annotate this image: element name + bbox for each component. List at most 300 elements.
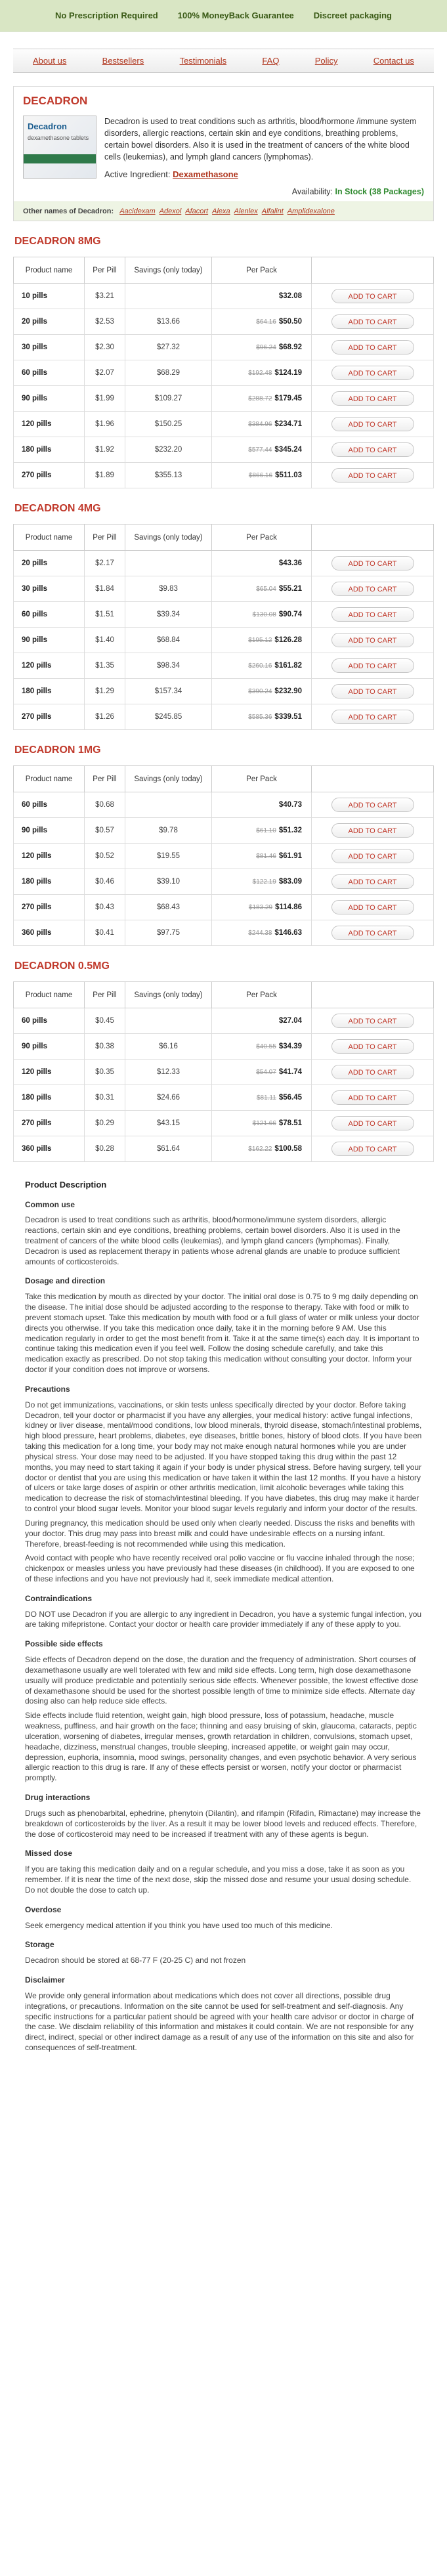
dose-title: DECADRON 4MG [14,503,101,515]
table-row [14,386,434,412]
add-to-cart-button[interactable]: ADD TO CART [331,289,414,303]
cart-cell [312,1008,434,1034]
old-price: $288.72 [248,395,272,403]
per-pill-price: $0.57 [85,818,125,844]
info-paragraph: Side effects of Decadron depend on the dose, the duration and the frequency of administration. Short courses of dexamethasone usually are well tolerated with few and mild side effects. Long term, high dose dexamethasone usually will produce predictable and potentially serious side effects. Whenever possible, the lowest effective dose of dexamethasone should be used for the shortest possible length of time to minimize side effects. Alternate day dosing also can help reduce side effects. [25,1655,419,1706]
table-row [14,628,434,653]
table-row [14,602,434,628]
old-price: $384.96 [248,421,272,429]
per-pack-cell [212,1034,312,1060]
info-paragraph: Side effects include fluid retention, weight gain, high blood pressure, loss of potassium, headache, muscle weakness, puffiness, and hair growth on the face; thinning and easy bruising of skin, glaucoma, cataracts, peptic ulceration, worsening of diabetes, irregular menses, growth retardation in children, convulsions, stomach upset, headache, dizziness, menstrual changes, trouble sleeping, increased appetite, or weight gain may occur, depression, euphoria, insomnia, mood swings, personality changes, and even psychotic behavior. A very serious allergic reaction to this drug is rare. If any of these effects persist or worsen, notify your doctor or pharmacist promptly. [25,1711,417,1783]
info-paragraph: Drugs such as phenobarbital, ephedrine, phenytoin (Dilantin), and rifampin (Rifadin, Rimactane) may increase the breakdown of corticosteroids by the liver. As a result it may be lower blood levels and reduced effects. Therefore, the dose of corticosteroid may need to be increased if treatment with any of these agents is begun. [25,1808,421,1839]
table-row [14,1060,434,1085]
add-to-cart-button[interactable]: ADD TO CART [331,874,414,889]
price-table [13,765,434,946]
pack-price: $90.74 [278,611,302,619]
info-paragraph: During pregnancy, this medication should be used only when clearly needed. Discuss the risks and benefits with your doctor. This drug may pass into breast milk and could have undesirable effects on a nursing infant. Therefore, breast-feeding is not recommended while using this medication. [25,1518,415,1549]
cart-cell [312,628,434,653]
package-name: 30 pills [14,335,85,360]
table-row [14,309,434,335]
package-name: 120 pills [14,653,85,679]
pack-price: $32.08 [278,292,302,301]
per-pack-cell [212,412,312,437]
cart-cell [312,335,434,360]
dose-section [13,960,434,1162]
package-name: 20 pills [14,551,85,576]
per-pill-price: $2.17 [85,551,125,576]
top-bar [0,0,447,32]
old-price: $866.16 [248,472,273,480]
add-to-cart-button[interactable]: ADD TO CART [331,417,414,431]
add-to-cart-button[interactable]: ADD TO CART [331,1116,414,1130]
other-name-link[interactable]: Alexa [212,207,230,216]
per-pack-cell [212,335,312,360]
package-name: 180 pills [14,437,85,463]
add-to-cart-button[interactable]: ADD TO CART [331,556,414,570]
active-ingredient [104,169,424,181]
price-table-header [14,982,434,1008]
savings-value: $68.43 [125,895,212,920]
pack-price: $78.51 [278,1119,302,1128]
pack-price: $345.24 [274,446,302,454]
savings-value: $19.55 [125,844,212,869]
cart-cell [312,920,434,946]
package-name: 360 pills [14,920,85,946]
add-to-cart-button[interactable]: ADD TO CART [331,1090,414,1105]
other-names [14,202,433,221]
savings-value: $6.16 [125,1034,212,1060]
nav-bestsellers[interactable]: Bestsellers [102,56,144,66]
pack-price: $50.50 [278,318,302,326]
old-price: $195.12 [248,637,272,645]
nav-faq[interactable]: FAQ [262,56,280,66]
info-section-title: Possible side effects [25,1639,103,1649]
pack-price: $34.39 [278,1042,302,1051]
table-row [14,704,434,730]
info-section-title: Overdose [25,1904,62,1914]
no-prescription-text: No Prescription Required [55,11,158,20]
savings-value: $355.13 [125,463,212,488]
add-to-cart-button[interactable]: ADD TO CART [331,798,414,812]
package-name: 90 pills [14,386,85,412]
old-price: $183.29 [248,904,273,912]
savings-value: $61.64 [125,1136,212,1162]
table-row [14,335,434,360]
pack-price: $339.51 [274,713,302,721]
old-price: $577.44 [248,446,272,454]
savings-value: $39.10 [125,869,212,895]
per-pack-cell [212,818,312,844]
cart-cell [312,463,434,488]
package-name: 30 pills [14,576,85,602]
savings-value: $68.84 [125,628,212,653]
package-name: 360 pills [14,1136,85,1162]
pack-price: $114.86 [275,903,302,912]
package-name: 180 pills [14,869,85,895]
per-pack-cell [212,386,312,412]
table-row [14,360,434,386]
old-price: $64.16 [256,318,276,326]
add-to-cart-button[interactable]: ADD TO CART [331,1014,414,1028]
info-section-title: Missed dose [25,1849,73,1858]
table-row [14,412,434,437]
info-paragraph: Avoid contact with people who have recently received oral polio vaccine or flu vaccine inhaled through the nose; chickenpox or measles unless you have previously had these diseases (in childhood). If you are exposed to one of these infections and you have not previously had it, seek immediate medical attention. [25,1553,415,1583]
add-to-cart-button[interactable]: ADD TO CART [331,900,414,914]
per-pill-price: $1.96 [85,412,125,437]
cart-header [312,257,434,284]
per-pack-cell [212,1008,312,1034]
old-price: $130.08 [252,611,276,619]
table-row [14,844,434,869]
table-row [14,1111,434,1136]
package-name: 60 pills [14,1008,85,1034]
savings-value [125,551,212,576]
dose-section [13,236,434,488]
per-pill-price: $0.35 [85,1060,125,1085]
savings-value: $150.25 [125,412,212,437]
pack-price: $61.91 [278,852,302,861]
table-row [14,576,434,602]
pack-price: $41.74 [278,1068,302,1077]
cart-cell [312,360,434,386]
add-to-cart-button[interactable]: ADD TO CART [331,1065,414,1079]
other-name-link[interactable]: Alfalint [261,207,284,216]
savings-header: Savings (only today) [125,525,212,551]
table-row [14,1034,434,1060]
table-row [14,437,434,463]
add-to-cart-button[interactable]: ADD TO CART [331,633,414,647]
package-name: 270 pills [14,463,85,488]
package-name: 120 pills [14,412,85,437]
other-name-link[interactable]: Aacidexam [119,207,156,216]
pack-price: $146.63 [274,929,302,937]
package-name: 10 pills [14,284,85,309]
per-pack-cell [212,551,312,576]
table-row [14,920,434,946]
package-name: 270 pills [14,704,85,730]
savings-value: $27.32 [125,335,212,360]
savings-value: $13.66 [125,309,212,335]
add-to-cart-button[interactable]: ADD TO CART [331,582,414,596]
package-name: 90 pills [14,1034,85,1060]
per-pack-cell [212,844,312,869]
discreet-text: Discreet packaging [313,11,392,20]
per-pill-header: Per Pill [85,766,125,792]
old-price: $244.38 [248,930,272,937]
info-section-title: Precautions [25,1384,70,1394]
per-pack-cell [212,1085,312,1111]
dose-sections [13,236,434,1162]
per-pill-header: Per Pill [85,982,125,1008]
cart-cell [312,704,434,730]
add-to-cart-button[interactable]: ADD TO CART [331,340,414,354]
nav-about-us[interactable]: About us [33,56,67,66]
cart-cell [312,792,434,818]
table-row [14,653,434,679]
per-pack-cell [212,1111,312,1136]
old-price: $192.48 [248,370,272,377]
package-name: 60 pills [14,602,85,628]
pack-price: $126.28 [274,636,302,645]
table-row [14,895,434,920]
product-name-header: Product name [14,525,85,551]
per-pill-price: $1.35 [85,653,125,679]
savings-value: $97.75 [125,920,212,946]
package-brand: Decadron [28,121,67,131]
per-pack-cell [212,895,312,920]
package-name: 90 pills [14,628,85,653]
package-name: 270 pills [14,895,85,920]
per-pack-cell [212,792,312,818]
add-to-cart-button[interactable]: ADD TO CART [331,314,414,329]
per-pack-cell [212,576,312,602]
per-pill-price: $1.40 [85,628,125,653]
dose-section [13,503,434,730]
per-pill-price: $1.92 [85,437,125,463]
old-price: $585.36 [248,714,272,721]
add-to-cart-button[interactable]: ADD TO CART [331,684,414,698]
savings-header: Savings (only today) [125,982,212,1008]
add-to-cart-button[interactable]: ADD TO CART [331,391,414,406]
add-to-cart-button[interactable]: ADD TO CART [331,710,414,724]
dose-title: DECADRON 1MG [14,744,101,756]
pack-price: $51.32 [278,826,302,835]
price-table [13,981,434,1162]
add-to-cart-button[interactable]: ADD TO CART [331,658,414,673]
per-pill-price: $2.53 [85,309,125,335]
product-title: DECADRON [23,95,88,107]
cart-cell [312,309,434,335]
add-to-cart-button[interactable]: ADD TO CART [331,849,414,863]
price-table [13,257,434,488]
cart-cell [312,1136,434,1162]
info-section-title: Disclaimer [25,1975,65,1985]
old-price: $81.46 [256,853,276,861]
dose-title: DECADRON 0.5MG [14,960,110,972]
pack-price: $43.36 [278,559,302,568]
per-pack-header: Per Pack [212,982,312,1008]
package-name: 90 pills [14,818,85,844]
old-price: $81.11 [256,1094,276,1102]
cart-cell [312,576,434,602]
pack-price: $124.19 [274,369,302,377]
info-paragraph: Take this medication by mouth as directed by your doctor. The initial oral dose is 0.75 to 9 mg daily depending on the disease. The initial dose should be adjusted according to the response to therapy. Take with food or milk to prevent stomach upset. Take this medication by mouth with food or a full glass of water or milk unless your doctor directs you otherwise. If you take this medication once daily, take it in the morning before 9 AM. Use this medication regularly in order to get the most benefit from it. Take it at the same time(s) each day. It is important to continue taking this medication even if you feel well. Follow the dosing schedule carefully, and take this medication exactly as prescribed. Do not stop taking this medication without consulting your doctor. Inform your doctor if your condition does not improve or worsens. [25,1292,419,1375]
per-pack-cell [212,437,312,463]
price-table-header [14,257,434,284]
savings-value: $232.20 [125,437,212,463]
savings-value: $12.33 [125,1060,212,1085]
old-price: $122.19 [252,878,276,886]
package-name: 20 pills [14,309,85,335]
add-to-cart-button[interactable]: ADD TO CART [331,607,414,622]
cart-cell [312,284,434,309]
package-name: 120 pills [14,844,85,869]
cart-cell [312,1085,434,1111]
nav-policy[interactable]: Policy [314,56,338,66]
per-pack-cell [212,1136,312,1162]
pack-price: $40.73 [278,801,302,809]
package-name: 60 pills [14,360,85,386]
other-name-link[interactable]: Adexol [159,207,182,216]
add-to-cart-button[interactable]: ADD TO CART [331,1039,414,1054]
cart-header [312,525,434,551]
per-pill-price: $0.41 [85,920,125,946]
package-dose: dexamethasone tablets [28,135,89,141]
other-name-link[interactable]: Afacort [185,207,209,216]
add-to-cart-button[interactable]: ADD TO CART [331,468,414,483]
savings-value [125,284,212,309]
per-pill-price: $0.43 [85,895,125,920]
per-pill-header: Per Pill [85,525,125,551]
per-pack-header: Per Pack [212,257,312,284]
pack-price: $234.71 [274,420,302,429]
table-row [14,679,434,704]
pack-price: $232.90 [274,687,302,696]
cart-cell [312,412,434,437]
product-name-header: Product name [14,982,85,1008]
cart-cell [312,551,434,576]
per-pill-price: $1.29 [85,679,125,704]
package-name: 180 pills [14,1085,85,1111]
old-price: $61.10 [256,827,276,835]
savings-value: $9.78 [125,818,212,844]
per-pack-header: Per Pack [212,766,312,792]
cart-cell [312,869,434,895]
per-pill-price: $0.45 [85,1008,125,1034]
per-pack-cell [212,463,312,488]
other-name-link[interactable]: Alenlex [234,207,258,216]
table-row [14,1085,434,1111]
table-row [14,284,434,309]
per-pack-cell [212,1060,312,1085]
savings-value: $157.34 [125,679,212,704]
per-pack-cell [212,360,312,386]
package-name: 270 pills [14,1111,85,1136]
per-pill-price: $0.38 [85,1034,125,1060]
per-pack-cell [212,869,312,895]
per-pill-price: $1.51 [85,602,125,628]
per-pill-price: $3.21 [85,284,125,309]
availability [14,184,433,202]
package-name: 120 pills [14,1060,85,1085]
info-paragraph: If you are taking this medication daily and on a regular schedule, and you miss a dose, take it as soon as you remember. If it is near the time of the next dose, skip the missed dose and resume your usual dosing schedule. Do not double the dose to catch up. [25,1864,412,1895]
savings-value [125,792,212,818]
per-pack-cell [212,628,312,653]
savings-value: $9.83 [125,576,212,602]
product-description [104,116,424,181]
pack-price: $161.82 [274,662,302,670]
info-section-title: Contraindications [25,1593,93,1603]
product-name-header: Product name [14,257,85,284]
per-pack-cell [212,602,312,628]
add-to-cart-button[interactable]: ADD TO CART [331,823,414,838]
table-row [14,1136,434,1162]
nav-testimonials[interactable]: Testimonials [179,56,227,66]
price-table [13,524,434,730]
moneyback-text: 100% MoneyBack Guarantee [177,11,294,20]
cart-cell [312,1060,434,1085]
package-name: 180 pills [14,679,85,704]
pack-price: $68.92 [278,343,302,352]
savings-value: $109.27 [125,386,212,412]
per-pack-cell [212,653,312,679]
availability-value: In Stock (38 Packages) [335,187,424,197]
product-name-header: Product name [14,766,85,792]
cart-cell [312,844,434,869]
per-pill-price: $1.89 [85,463,125,488]
savings-value: $98.34 [125,653,212,679]
savings-value: $245.85 [125,704,212,730]
info-paragraph: We provide only general information about medications which does not cover all directions, possible drug integrations, or precautions. Information on the site cannot be used for self-treatment and self-diagnosis. Any specific instructions for a particular patient should be agreed with your health care advisor or doctor in charge of the case. We disclaim reliability of this information and mistakes it could contain. We are not responsible for any direct, indirect, special or other indirect damage as a result of any use of the information on this site and also for consequences of self-treatment. [25,1990,414,2052]
info-heading: Product Description [25,1180,107,1190]
table-row [14,869,434,895]
add-to-cart-button[interactable]: ADD TO CART [331,366,414,380]
table-row [14,1008,434,1034]
add-to-cart-button[interactable]: ADD TO CART [331,442,414,457]
savings-value: $43.15 [125,1111,212,1136]
cart-header [312,766,434,792]
product-description-text: Decadron is used to treat conditions such as arthritis, blood/hormone /immune system disorders, allergic reactions, certain skin and eye conditions, breathing problems, certain bowel disorders. Also it is used in the treatment of cancers of the white blood cells (leukemias), and lymph gland cancers (lymphomas). [104,117,417,162]
per-pill-price: $1.99 [85,386,125,412]
per-pack-cell [212,309,312,335]
info-section-title: Storage [25,1940,54,1950]
price-table-header [14,525,434,551]
old-price: $121.66 [252,1120,276,1128]
availability-label: Availability: [291,187,333,197]
info-section-title: Common use [25,1199,75,1209]
cart-cell [312,818,434,844]
per-pill-price: $0.46 [85,869,125,895]
table-row [14,818,434,844]
savings-value: $24.66 [125,1085,212,1111]
package-stripe [24,154,96,163]
product-package-image [23,116,96,179]
package-name: 60 pills [14,792,85,818]
per-pill-price: $0.52 [85,844,125,869]
per-pack-cell [212,920,312,946]
table-row [14,463,434,488]
pack-price: $27.04 [278,1017,302,1025]
old-price: $40.55 [256,1043,276,1051]
old-price: $96.24 [256,344,276,352]
product-info [13,1179,434,2070]
old-price: $162.22 [248,1146,272,1153]
active-ingredient-link[interactable]: Dexamethasone [173,169,238,179]
product-card [13,86,434,221]
pack-price: $56.45 [278,1094,302,1102]
cart-cell [312,437,434,463]
add-to-cart-button[interactable]: ADD TO CART [331,1142,414,1156]
price-table-header [14,766,434,792]
info-section-title: Dosage and direction [25,1276,106,1286]
table-row [14,551,434,576]
per-pack-cell [212,704,312,730]
per-pill-price: $2.30 [85,335,125,360]
nav-contact-us[interactable]: Contact us [373,56,414,66]
other-name-link[interactable]: Amplidexalone [287,207,335,216]
cart-cell [312,1111,434,1136]
dose-title: DECADRON 8MG [14,236,101,247]
savings-value [125,1008,212,1034]
old-price: $54.07 [256,1069,276,1077]
savings-header: Savings (only today) [125,257,212,284]
cart-header [312,982,434,1008]
per-pill-header: Per Pill [85,257,125,284]
savings-value: $39.34 [125,602,212,628]
add-to-cart-button[interactable]: ADD TO CART [331,926,414,940]
info-paragraph: Seek emergency medical attention if you think you have used too much of this medicine. [25,1920,333,1930]
info-paragraph: Decadron should be stored at 68-77 F (20-25 C) and not frozen [25,1956,246,1965]
